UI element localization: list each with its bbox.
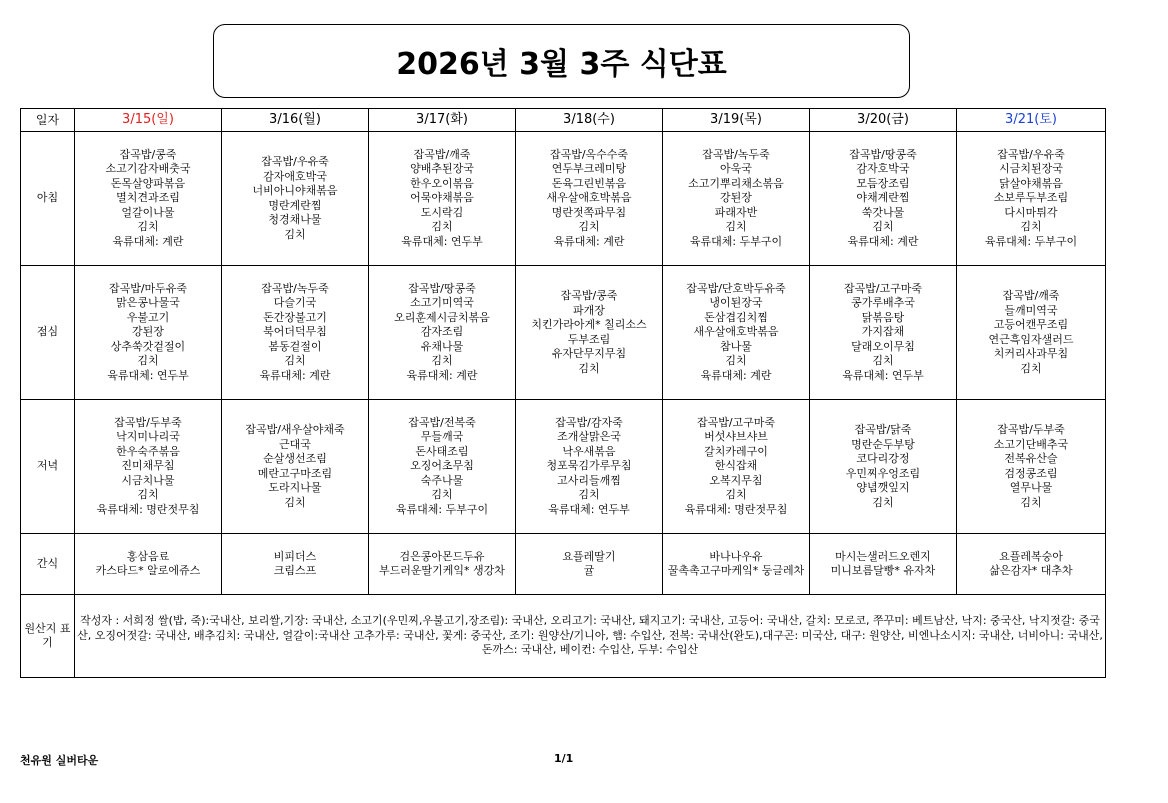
date-cell: 3/20(금) xyxy=(810,109,957,132)
menu-item: 잡곡밥/두부죽 xyxy=(997,423,1065,436)
menu-cell xyxy=(222,400,369,534)
menu-item: 잡곡밥/새우살야채죽 xyxy=(245,423,345,436)
date-cell: 3/18(수) xyxy=(516,109,663,132)
menu-item: 김치 xyxy=(725,220,747,234)
menu-item: 연두부크레미탕 xyxy=(551,162,627,176)
menu-item: 조개살맑은국 xyxy=(557,430,621,444)
menu-item: 돈삼겹김치찜 xyxy=(704,310,768,324)
menu-item: 부드러운딸기케잌* 생강차 xyxy=(379,564,505,577)
menu-cell xyxy=(75,400,222,534)
menu-item: 김치 xyxy=(1020,220,1042,234)
date-cell: 3/16(월) xyxy=(222,109,369,132)
menu-cell xyxy=(516,400,663,534)
menu-cell xyxy=(369,534,516,595)
menu-item: 검정콩조림 xyxy=(1004,466,1058,480)
menu-item: 두부조림 xyxy=(567,332,611,346)
menu-item: 돈육그린빈볶음 xyxy=(551,176,627,190)
menu-item: 소고기미역국 xyxy=(410,296,474,310)
menu-item: 새우살애호박볶음 xyxy=(693,325,779,339)
menu-item: 우불고기 xyxy=(126,310,170,324)
menu-cell xyxy=(75,534,222,595)
menu-item: 크림스프 xyxy=(273,564,317,577)
menu-item: 숙주나물 xyxy=(420,473,464,487)
menu-item: 감자조림 xyxy=(420,325,464,339)
menu-item: 낙지미나리국 xyxy=(116,430,180,444)
menu-item: 감자애호박국 xyxy=(263,169,327,183)
menu-cell xyxy=(75,266,222,400)
menu-item: 비피더스 xyxy=(273,549,317,563)
menu-item: 쑥갓나물 xyxy=(861,205,905,219)
menu-item: 코다리강정 xyxy=(856,452,910,465)
menu-item: 육류대체: 계란 xyxy=(700,368,772,382)
menu-item: 김치 xyxy=(578,220,600,234)
footer-page-number: 1/1 xyxy=(554,752,574,765)
menu-cell xyxy=(369,132,516,266)
menu-item: 한식잡채 xyxy=(714,459,758,473)
meal-label: 저녁 xyxy=(21,400,75,534)
menu-item: 양념깻잎지 xyxy=(856,481,910,494)
menu-item: 잡곡밥/콩죽 xyxy=(119,147,177,161)
menu-item: 마시는샐러드오렌지 xyxy=(835,549,931,563)
menu-item: 강된장 xyxy=(132,325,164,339)
menu-cell xyxy=(810,400,957,534)
date-cell: 3/17(화) xyxy=(369,109,516,132)
menu-item: 고등어캔무조림 xyxy=(993,318,1069,331)
menu-cell xyxy=(957,266,1106,400)
menu-item: 버섯샤브샤브 xyxy=(704,430,768,444)
menu-item: 바나나우유 xyxy=(709,549,763,563)
menu-item: 김치 xyxy=(431,354,453,368)
menu-item: 육류대체: 계란 xyxy=(847,234,919,248)
menu-item: 돈목살양파볶음 xyxy=(110,176,186,190)
menu-item: 꿀촉촉고구마케잌* 둥글레차 xyxy=(667,564,805,577)
menu-item: 잡곡밥/우유죽 xyxy=(261,155,329,168)
menu-item: 김치 xyxy=(284,495,306,509)
menu-item: 육류대체: 연두부 xyxy=(548,502,630,516)
date-cell: 3/19(목) xyxy=(663,109,810,132)
menu-item: 닭볶음탕 xyxy=(861,310,905,324)
menu-item: 연근흑임자샐러드 xyxy=(988,332,1074,346)
menu-item: 소고기단배추국 xyxy=(993,437,1069,451)
menu-item: 잡곡밥/우유죽 xyxy=(997,147,1065,161)
title-box xyxy=(213,24,910,98)
menu-item: 잡곡밥/땅콩죽 xyxy=(408,281,476,295)
menu-item: 상추쑥갓겉절이 xyxy=(110,339,186,353)
menu-cell xyxy=(663,266,810,400)
menu-item: 얼갈이나물 xyxy=(121,205,175,219)
menu-cell xyxy=(810,132,957,266)
menu-item: 근대국 xyxy=(279,437,311,451)
menu-item: 잡곡밥/전복죽 xyxy=(408,415,476,429)
menu-item: 우민찌우엉조림 xyxy=(845,466,921,480)
menu-item: 가지잡채 xyxy=(861,325,905,339)
date-cell: 3/15(일) xyxy=(75,109,222,132)
menu-item: 김치 xyxy=(137,220,159,234)
menu-item: 잡곡밥/고구마죽 xyxy=(843,281,923,295)
menu-item: 야채계란찜 xyxy=(856,191,910,205)
origin-label: 원산지 표기 xyxy=(21,595,75,678)
menu-item: 냉이된장국 xyxy=(709,296,763,310)
menu-item: 육류대체: 연두부 xyxy=(107,368,189,382)
menu-item: 김치 xyxy=(284,227,306,241)
menu-cell xyxy=(810,534,957,595)
menu-item: 김치 xyxy=(578,488,600,502)
menu-table-body xyxy=(21,109,1106,678)
menu-item: 참나물 xyxy=(720,339,752,353)
menu-item: 미니보름달빵* 유자차 xyxy=(830,564,936,577)
menu-table xyxy=(20,108,1106,678)
menu-cell xyxy=(369,400,516,534)
menu-item: 김치 xyxy=(578,361,600,375)
menu-item: 소보루두부조림 xyxy=(993,191,1069,205)
menu-item: 육류대체: 계란 xyxy=(259,368,331,382)
menu-item: 요플레복숭아 xyxy=(999,549,1063,563)
menu-item: 열무나물 xyxy=(1009,481,1053,494)
menu-item: 육류대체: 두부구이 xyxy=(395,502,489,516)
menu-item: 갈치카레구이 xyxy=(704,444,768,458)
menu-cell xyxy=(957,534,1106,595)
menu-item: 유채나물 xyxy=(420,339,464,353)
menu-item: 잡곡밥/땅콩죽 xyxy=(849,147,917,161)
menu-item: 치킨가라아게* 칠리소스 xyxy=(531,318,647,331)
menu-item: 김치 xyxy=(1020,361,1042,375)
menu-item: 진미채무침 xyxy=(121,459,175,473)
menu-item: 잡곡밥/깨죽 xyxy=(1002,289,1060,302)
menu-item: 잡곡밥/녹두죽 xyxy=(261,281,329,295)
menu-item: 소고기뿌리채소볶음 xyxy=(688,176,784,190)
menu-cell xyxy=(222,266,369,400)
menu-cell xyxy=(516,534,663,595)
menu-item: 달래오이무침 xyxy=(851,339,915,353)
meal-label: 점심 xyxy=(21,266,75,400)
menu-item: 김치 xyxy=(137,354,159,368)
menu-item: 김치 xyxy=(284,354,306,368)
meal-label: 간식 xyxy=(21,534,75,595)
menu-item: 맑은콩나물국 xyxy=(116,296,180,310)
menu-cell xyxy=(663,132,810,266)
origin-text: 작성자 : 서희정 쌀(밥, 죽):국내산, 보리쌀,기장: 국내산, 소고기(우민찌,우불고기,장조림): 국내산, 오리고기: 국내산, 돼지고기: 국내산, 고등어: 국내산, 갈치: 모로코, 쭈꾸미: 베트남산, 낙지: 중국산, 낙지젓갈: 중국산, 오징어젓갈: 국내산, 배추김치: 국내산, 얼갈이:국내산 고추가루: 국내산, 꽃게: 중국산, 조기: 원양산/기니아, 햄: 수입산, 전복: 국내산(완도),대구곤: 미국산, 대구: 원양산, 비엔나소시지: 국내산, 너비아니: 국내산, 돈까스: 국내산, 베이컨: 수입산, 두부: 수입산 xyxy=(75,595,1106,678)
menu-item: 멸치견과조림 xyxy=(116,191,180,205)
menu-item: 육류대체: 명란젓무침 xyxy=(96,502,200,516)
menu-item: 치커리사과무침 xyxy=(993,347,1069,360)
menu-item: 육류대체: 계란 xyxy=(406,368,478,382)
menu-item: 육류대체: 계란 xyxy=(112,234,184,248)
menu-item: 잡곡밥/깨죽 xyxy=(413,147,471,161)
menu-item: 오리훈제시금치볶음 xyxy=(394,310,490,324)
meal-row-lunch xyxy=(21,266,1106,400)
menu-item: 다시마튀각 xyxy=(1004,205,1058,219)
menu-item: 육류대체: 두부구이 xyxy=(689,234,783,248)
menu-item: 육류대체: 연두부 xyxy=(401,234,483,248)
menu-item: 도시락김 xyxy=(420,205,464,219)
menu-cell xyxy=(957,400,1106,534)
menu-item: 검은콩아몬드두유 xyxy=(399,549,485,563)
menu-item: 홍삼음료 xyxy=(126,549,170,563)
menu-item: 김치 xyxy=(431,220,453,234)
menu-item: 소고기감자배춧국 xyxy=(105,162,191,176)
menu-item: 도라지나물 xyxy=(268,481,322,494)
menu-cell xyxy=(516,132,663,266)
menu-item: 모듬장조림 xyxy=(856,176,910,190)
menu-item: 잡곡밥/단호박두유죽 xyxy=(686,281,786,295)
menu-item: 잡곡밥/콩죽 xyxy=(560,289,618,302)
menu-cell xyxy=(663,400,810,534)
menu-cell xyxy=(222,534,369,595)
meal-row-breakfast xyxy=(21,132,1106,266)
menu-item: 김치 xyxy=(1020,495,1042,509)
menu-item: 잡곡밥/감자죽 xyxy=(555,415,623,429)
menu-item: 잡곡밥/고구마죽 xyxy=(696,415,776,429)
menu-cell xyxy=(810,266,957,400)
menu-item: 김치 xyxy=(725,488,747,502)
menu-item: 김치 xyxy=(431,488,453,502)
menu-item: 들깨미역국 xyxy=(1004,303,1058,317)
menu-item: 한우숙주볶음 xyxy=(116,444,180,458)
menu-item: 잡곡밥/옥수수죽 xyxy=(549,147,629,161)
menu-item: 콩가루배추국 xyxy=(851,296,915,310)
menu-item: 전복유산슬 xyxy=(1004,452,1058,465)
origin-row xyxy=(21,595,1106,678)
menu-item: 귤 xyxy=(583,564,595,577)
menu-item: 육류대체: 계란 xyxy=(553,234,625,248)
menu-item: 파개장 xyxy=(573,303,605,317)
menu-item: 김치 xyxy=(137,488,159,502)
menu-cell xyxy=(75,132,222,266)
menu-item: 삶은감자* 대추차 xyxy=(989,564,1073,577)
menu-item: 봄동겉절이 xyxy=(268,339,322,353)
menu-item: 어묵야채볶음 xyxy=(410,191,474,205)
menu-item: 청경채나물 xyxy=(268,213,322,226)
menu-item: 육류대체: 명란젓무침 xyxy=(684,502,788,516)
menu-item: 강된장 xyxy=(720,191,752,205)
menu-item: 양배추된장국 xyxy=(410,162,474,176)
menu-item: 오복지무침 xyxy=(709,473,763,487)
menu-cell xyxy=(957,132,1106,266)
menu-item: 북어더덕무침 xyxy=(263,325,327,339)
menu-item: 육류대체: 연두부 xyxy=(842,368,924,382)
menu-item: 닭살야채볶음 xyxy=(999,176,1063,190)
menu-cell xyxy=(369,266,516,400)
meal-row-snack xyxy=(21,534,1106,595)
menu-item: 시금치된장국 xyxy=(999,162,1063,176)
date-header-label: 일자 xyxy=(21,109,75,132)
menu-item: 육류대체: 두부구이 xyxy=(984,234,1078,248)
menu-item: 메란고구마조림 xyxy=(257,466,333,480)
menu-item: 잡곡밥/두부죽 xyxy=(114,415,182,429)
menu-item: 한우오이볶음 xyxy=(410,176,474,190)
menu-item: 오징어초무침 xyxy=(410,459,474,473)
menu-item: 돈간장불고기 xyxy=(263,310,327,324)
menu-cell xyxy=(516,266,663,400)
menu-item: 시금치나물 xyxy=(121,473,175,487)
menu-cell xyxy=(222,132,369,266)
menu-item: 무들깨국 xyxy=(420,430,464,444)
menu-item: 너비아니야채볶음 xyxy=(252,184,338,197)
menu-cell xyxy=(663,534,810,595)
menu-item: 감자호박국 xyxy=(856,162,910,176)
menu-item: 새우살애호박볶음 xyxy=(546,191,632,205)
page-title: 2026년 3월 3주 식단표 xyxy=(396,47,727,82)
meal-label: 아침 xyxy=(21,132,75,266)
meal-row-dinner xyxy=(21,400,1106,534)
menu-item: 낙우새볶음 xyxy=(562,444,616,458)
menu-item: 김치 xyxy=(872,495,894,509)
date-header-row xyxy=(21,109,1106,132)
menu-item: 순살생선조림 xyxy=(263,452,327,465)
menu-item: 요플레딸기 xyxy=(562,549,616,563)
menu-item: 잡곡밥/녹두죽 xyxy=(702,147,770,161)
date-cell: 3/21(토) xyxy=(957,109,1106,132)
menu-item: 잡곡밥/닭죽 xyxy=(854,423,912,436)
menu-item: 다슬기국 xyxy=(273,296,317,310)
menu-item: 고사리들깨찜 xyxy=(557,473,621,487)
menu-item: 명란젓쪽파무침 xyxy=(551,205,627,219)
menu-item: 명란순두부탕 xyxy=(851,437,915,451)
menu-item: 김치 xyxy=(872,354,894,368)
menu-item: 명란계란찜 xyxy=(268,198,322,212)
menu-item: 잡곡밥/마두유죽 xyxy=(108,281,188,295)
menu-item: 김치 xyxy=(872,220,894,234)
footer-facility-name: 천유원 실버타운 xyxy=(20,754,99,767)
menu-item: 카스타드* 알로에쥬스 xyxy=(95,564,201,577)
menu-item: 청포묵김가루무침 xyxy=(546,459,632,473)
menu-item: 김치 xyxy=(725,354,747,368)
menu-item: 아욱국 xyxy=(720,162,752,176)
menu-item: 파래자반 xyxy=(714,205,758,219)
menu-item: 유자단무지무침 xyxy=(551,347,627,360)
menu-item: 돈사태조림 xyxy=(415,444,469,458)
